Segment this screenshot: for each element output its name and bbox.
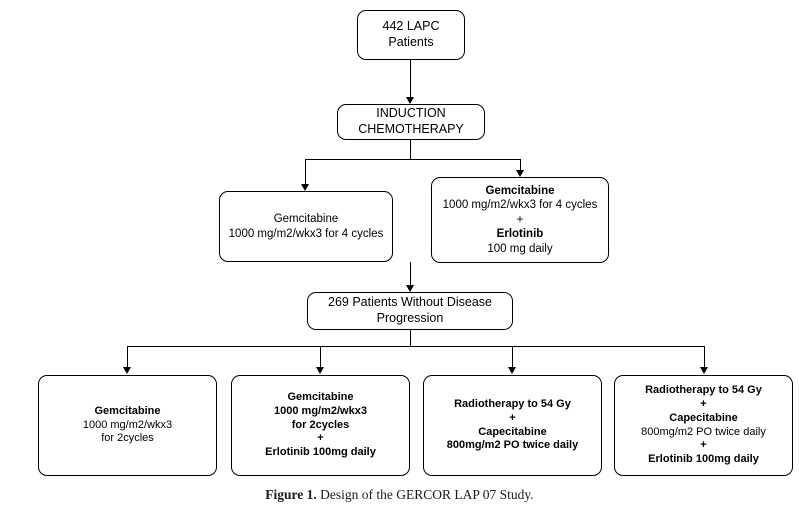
node-branch4-line3: Capecitabine (669, 411, 738, 424)
node-arm-gem-erl-line1: Gemcitabine (485, 185, 555, 198)
connector-269-split-bar (127, 346, 704, 347)
node-branch2-line2: 1000 mg/m2/wkx3 (274, 404, 367, 417)
arrow-top-to-induction (406, 97, 414, 104)
node-total-patients-line1: 442 LAPC (382, 19, 440, 34)
node-branch3-line1: Radiotherapy to 54 Gy (454, 398, 571, 410)
arrow-269-to-branch1 (123, 367, 131, 374)
figure-caption-text: Design of the GERCOR LAP 07 Study. (316, 487, 534, 502)
node-branch-radiotherapy-capecitabine-erlotinib (614, 375, 793, 476)
node-induction-line2: CHEMOTHERAPY (358, 122, 464, 136)
node-branch3-line4: 800mg/m2 PO twice daily (446, 439, 579, 452)
node-branch4-line6: Erlotinib 100mg daily (648, 453, 759, 465)
connector-269-to-branch2 (320, 346, 321, 367)
node-branch4-line5: + (700, 439, 707, 452)
connector-induction-to-gem-erl (520, 159, 521, 170)
node-arm-gemcitabine-line2: 1000 mg/m2/wkx3 for 4 cycles (228, 227, 384, 240)
node-patients-without-progression (307, 292, 513, 330)
node-branch3-line3: Capecitabine (478, 425, 547, 438)
node-branch2-line4: + (317, 432, 324, 445)
node-total-patients-line2: Patients (388, 35, 434, 49)
connector-269-to-branch3 (512, 346, 513, 367)
arrow-induction-to-gem-erl (516, 170, 524, 177)
connector-induction-split-bar (305, 159, 520, 160)
connector-gem-to-269 (410, 262, 411, 285)
arrow-269-to-branch4 (700, 367, 708, 374)
node-without-progression-line1: 269 Patients Without Disease (328, 295, 492, 310)
node-arm-gem-erl-line5: 100 mg daily (487, 242, 553, 255)
node-arm-gemcitabine (219, 191, 393, 262)
figure-caption-label: Figure 1. (265, 487, 317, 502)
node-branch-gemcitabine-erlotinib (231, 375, 410, 476)
arrow-269-to-branch2 (316, 367, 324, 374)
node-branch2-line5: Erlotinib 100mg daily (265, 446, 376, 459)
node-branch4-line2: + (700, 398, 707, 410)
node-branch4-line1: Radiotherapy to 54 Gy (645, 384, 762, 397)
node-branch3-line2: + (509, 411, 516, 424)
connector-269-stem (410, 330, 411, 346)
node-branch4-line4: 800mg/m2 PO twice daily (641, 425, 766, 438)
connector-269-to-branch4 (704, 346, 705, 367)
node-arm-gem-erl-line2: 1000 mg/m2/wkx3 for 4 cycles (442, 199, 598, 212)
node-branch-radiotherapy-capecitabine (423, 375, 602, 476)
node-branch-gemcitabine (38, 375, 217, 476)
node-arm-gemcitabine-erlotinib (431, 177, 609, 263)
figure-caption (0, 487, 799, 503)
connector-top-to-induction (410, 60, 411, 97)
node-arm-gem-erl-line4: Erlotinib (496, 228, 544, 241)
node-arm-gemcitabine-line1: Gemcitabine (273, 213, 339, 226)
connector-269-to-branch1 (127, 346, 128, 367)
node-induction-line1: INDUCTION (376, 106, 446, 121)
arrow-induction-to-gem (301, 184, 309, 191)
connector-induction-stem (410, 140, 411, 159)
node-branch2-line1: Gemcitabine (287, 391, 354, 404)
node-branch2-line3: for 2cycles (291, 418, 350, 431)
node-branch1-line2: 1000 mg/m2/wkx3 (82, 418, 173, 431)
node-branch1-line3: for 2cycles (101, 432, 154, 445)
node-total-patients (357, 10, 465, 60)
node-without-progression-line2: Progression (376, 311, 444, 325)
connector-induction-to-gem (305, 159, 306, 184)
arrow-269-to-branch3 (508, 367, 516, 374)
node-arm-gem-erl-line3: + (516, 213, 524, 226)
node-induction-chemotherapy (337, 104, 485, 140)
node-branch1-line1: Gemcitabine (94, 404, 161, 417)
arrow-gem-to-269 (406, 285, 414, 292)
